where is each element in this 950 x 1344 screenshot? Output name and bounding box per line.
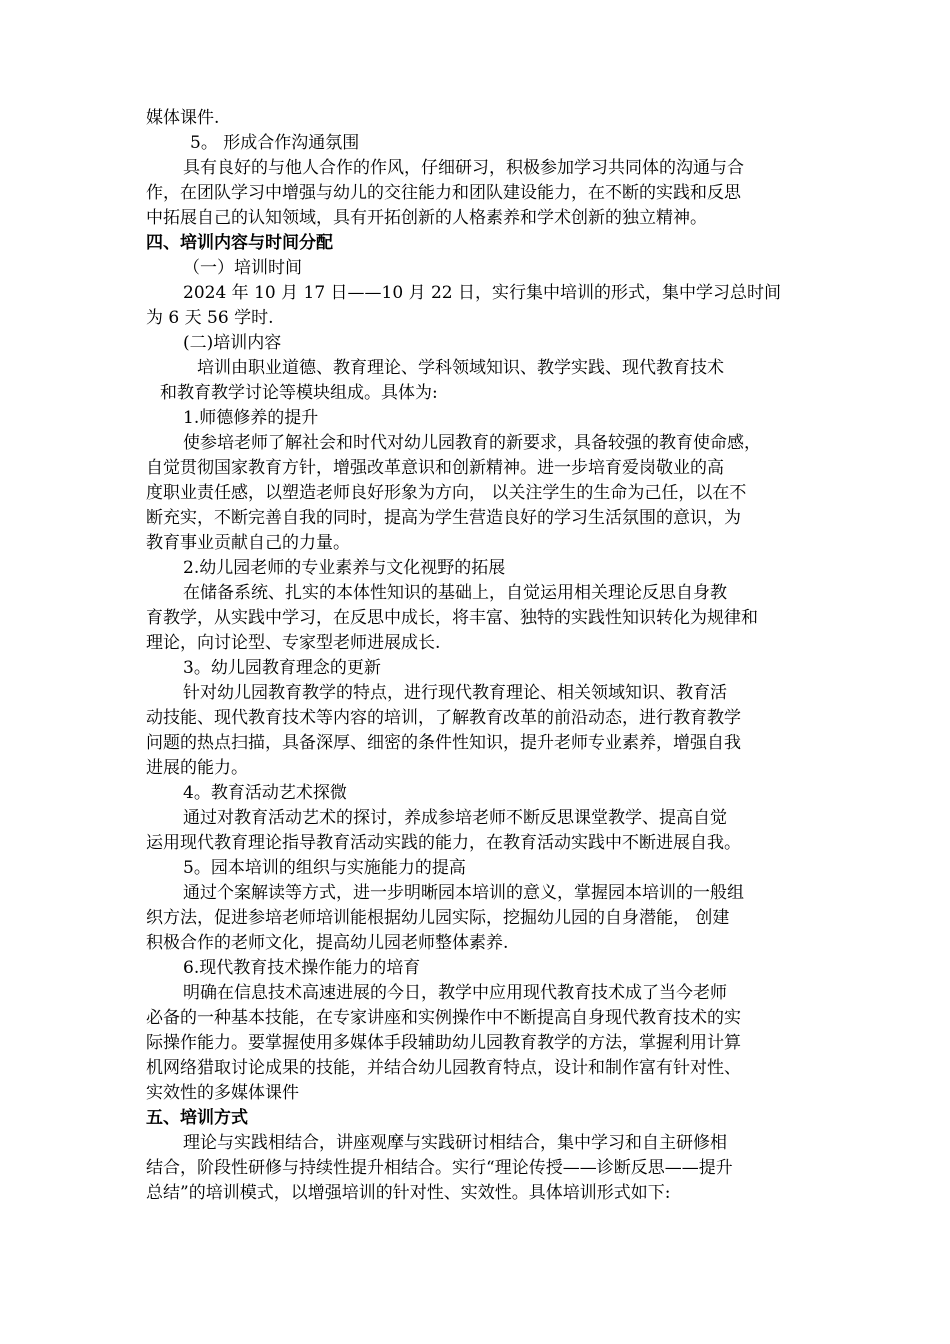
text-line: 动技能、现代教育技术等内容的培训，了解教育改革的前沿动态，进行教育教学 [146,708,741,728]
text-line: 1.师德修养的提升 [183,408,319,428]
text-line: 4。教育活动艺术探微 [183,783,347,803]
text-line: (二)培训内容 [183,333,282,353]
text-line: 具有良好的与他人合作的作风，仔细研习，积极参加学习共同体的沟通与合 [183,158,744,178]
text-line: 度职业责任感，以塑造老师良好形象为方向， 以关注学生的生命为己任，以在不 [146,483,747,503]
text-line: 5。 形成合作沟通氛围 [190,133,360,153]
text-line: 问题的热点扫描，具备深厚、细密的条件性知识，提升老师专业素养，增强自我 [146,733,741,753]
text-line: 理论与实践相结合，讲座观摩与实践研讨相结合，集中学习和自主研修相 [183,1133,727,1153]
text-line: 为 6 天 56 学时. [146,308,274,328]
text-line: 理论，向讨论型、专家型老师进展成长. [146,633,441,653]
text-line: 育教学，从实践中学习，在反思中成长，将丰富、独特的实践性知识转化为规律和 [146,608,758,628]
text-line: 针对幼儿园教育教学的特点，进行现代教育理论、相关领域知识、教育活 [183,683,727,703]
text-line: 积极合作的老师文化，提高幼儿园老师整体素养. [146,933,509,953]
text-line: 实效性的多媒体课件 [146,1083,299,1103]
text-line: 2.幼儿园老师的专业素养与文化视野的拓展 [183,558,506,578]
text-line: 在储备系统、扎实的本体性知识的基础上，自觉运用相关理论反思自身教 [183,583,727,603]
text-line: 机网络猎取讨论成果的技能，并结合幼儿园教育特点，设计和制作富有针对性、 [146,1058,741,1078]
text-line: 总结”的培训模式，以增强培训的针对性、实效性。具体培训形式如下: [146,1183,671,1203]
text-line: 中拓展自己的认知领域，具有开拓创新的人格素养和学术创新的独立精神。 [146,208,707,228]
text-line: 使参培老师了解社会和时代对幼儿园教育的新要求，具备较强的教育使命感， [183,433,761,453]
text-line: （一）培训时间 [183,258,302,278]
text-line: 明确在信息技术高速进展的今日，教学中应用现代教育技术成了当今老师 [183,983,727,1003]
text-line: 运用现代教育理论指导教育活动实践的能力，在教育活动实践中不断进展自我。 [146,833,741,853]
text-line: 通过个案解读等方式，进一步明晰园本培训的意义，掌握园本培训的一般组 [183,883,744,903]
text-line: 作，在团队学习中增强与幼儿的交往能力和团队建设能力，在不断的实践和反思 [146,183,741,203]
text-line: 媒体课件. [146,108,220,128]
text-line: 6.现代教育技术操作能力的培育 [183,958,421,978]
section-heading: 四、培训内容与时间分配 [146,233,333,253]
text-line: 织方法，促进参培老师培训能根据幼儿园实际，挖掘幼儿园的自身潜能， 创建 [146,908,730,928]
text-line: 必备的一种基本技能，在专家讲座和实例操作中不断提高自身现代教育技术的实 [146,1008,741,1028]
text-line: 和教育教学讨论等模块组成。具体为: [160,383,438,403]
text-line: 自觉贯彻国家教育方针，增强改革意识和创新精神。进一步培育爱岗敬业的高 [146,458,724,478]
text-line: 际操作能力。要掌握使用多媒体手段辅助幼儿园教育教学的方法，掌握利用计算 [146,1033,741,1053]
text-line: 结合，阶段性研修与持续性提升相结合。实行“理论传授——诊断反思——提升 [146,1158,733,1178]
text-line: 2024 年 10 月 17 日——10 月 22 日，实行集中培训的形式，集中学习总时间 [183,283,782,303]
text-line: 培训由职业道德、教育理论、学科领域知识、教学实践、现代教育技术 [197,358,724,378]
text-line: 3。幼儿园教育理念的更新 [183,658,381,678]
text-line: 断充实，不断完善自我的同时，提高为学生营造良好的学习生活氛围的意识，为 [146,508,741,528]
text-line: 5。园本培训的组织与实施能力的提高 [183,858,466,878]
text-line: 教育事业贡献自己的力量。 [146,533,350,553]
text-line: 通过对教育活动艺术的探讨，养成参培老师不断反思课堂教学、提高自觉 [183,808,727,828]
text-line: 进展的能力。 [146,758,248,778]
section-heading: 五、培训方式 [146,1108,248,1128]
